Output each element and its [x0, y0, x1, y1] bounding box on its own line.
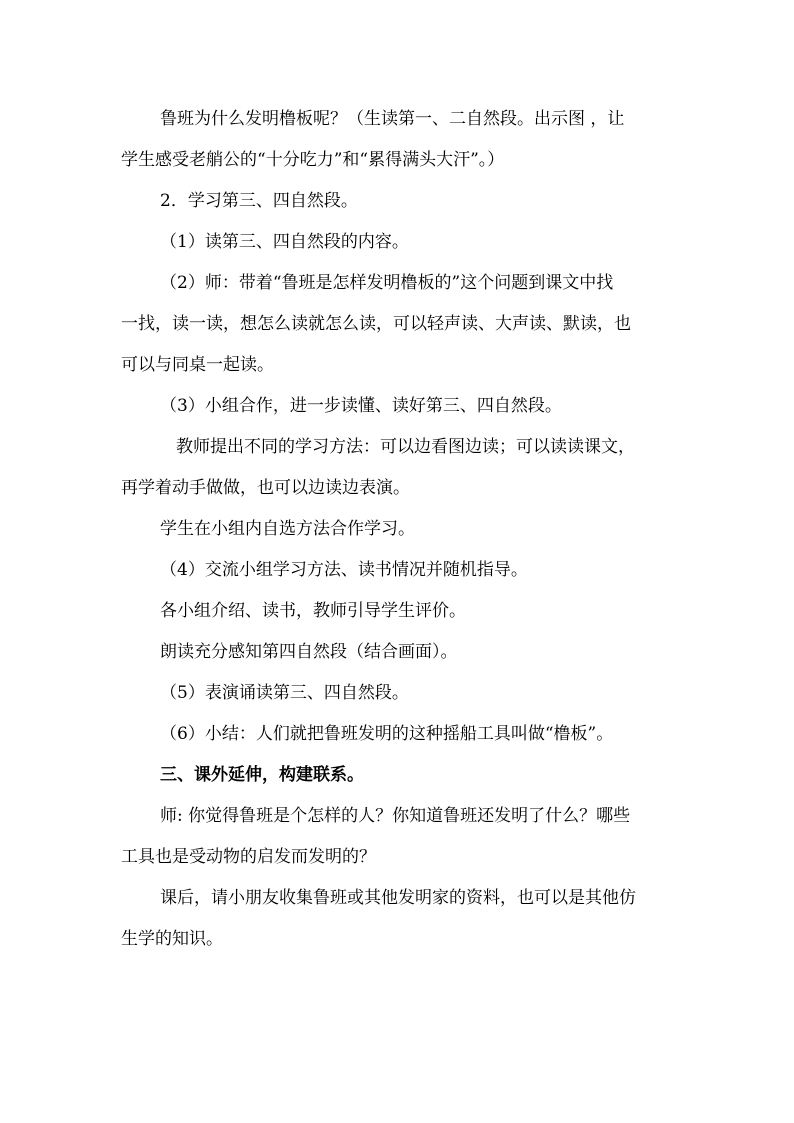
paragraph-line: 工具也是受动物的启发而发明的？ [121, 847, 376, 867]
paragraph-line: 再学着动手做做，也可以边读边表演。 [121, 478, 410, 498]
paragraph-line: （1）读第三、四自然段的内容。 [160, 232, 409, 252]
section-heading: 三、课外延伸，构建联系。 [160, 765, 364, 785]
paragraph-line: 学生感受老艄公的“十分吃力”和“累得满头大汗”。） [121, 150, 505, 170]
paragraph-line: （5）表演诵读第三、四自然段。 [160, 683, 409, 703]
paragraph-line: 生学的知识。 [121, 929, 223, 949]
paragraph-line: 可以与同桌一起读。 [121, 355, 274, 375]
paragraph-line: （3）小组合作，进一步读懂、读好第三、四自然段。 [160, 396, 562, 416]
paragraph-line: 一找，读一读，想怎么读就怎么读，可以轻声读、大声读、默读，也 [121, 314, 631, 334]
paragraph-line: 各小组介绍、读书，教师引导学生评价。 [160, 601, 466, 621]
paragraph-line: 朗读充分感知第四自然段（结合画面）。 [160, 642, 458, 662]
paragraph-line: 2．学习第三、四自然段。 [160, 191, 358, 211]
paragraph-line: 师: 你觉得鲁班是个怎样的人？你知道鲁班还发明了什么？哪些 [160, 806, 631, 826]
paragraph-line: 课后，请小朋友收集鲁班或其他发明家的资料，也可以是其他仿 [160, 888, 636, 908]
paragraph-line: 鲁班为什么发明橹板呢？（生读第一、二自然段。出示图 ，让 [160, 109, 625, 129]
paragraph-line: （6）小结：人们就把鲁班发明的这种摇船工具叫做“橹板”。 [160, 724, 614, 744]
paragraph-line: （4）交流小组学习方法、读书情况并随机指导。 [160, 560, 528, 580]
paragraph-line: 学生在小组内自选方法合作学习。 [160, 519, 415, 539]
paragraph-line: （2）师：带着“鲁班是怎样发明橹板的”这个问题到课文中找 [160, 273, 614, 293]
paragraph-line: 教师提出不同的学习方法：可以边看图边读；可以读读课文， [176, 437, 635, 457]
